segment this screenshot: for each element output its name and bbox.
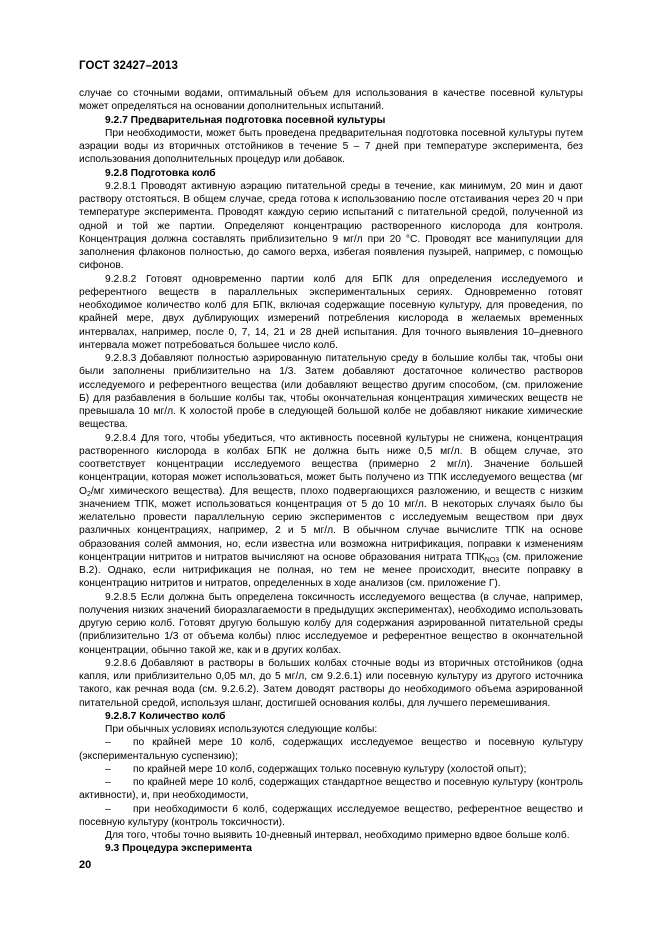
list-item (79, 803, 583, 830)
list-dash: – (105, 803, 111, 815)
list-item (79, 776, 583, 803)
list-item (79, 736, 583, 763)
section-heading (79, 114, 583, 127)
document-header: ГОСТ 32427–2013 (79, 60, 179, 72)
body-paragraph (79, 127, 583, 167)
section-heading (79, 710, 583, 723)
paragraph-text: При необходимости, может быть проведена предварительная подготовка посевной культуры путем аэрации воды из вторичных отстойников в течение 5 – 7 дней при температуре эксперимента, без использования дополнительных процедур или добавок. (79, 127, 583, 166)
body-paragraph (79, 273, 583, 353)
paragraph-text: 9.2.8.1 Проводят активную аэрацию питательной среды в течение, как минимум, 20 мин и дают раствору отстояться. В общем случае, среда готова к использованию после отстаивания через 20 ч при температуре эксперимента. Проводят каждую серию испытаний с питательной средой, полученной из одной и той же партии. Определяют концентрацию растворенного кислорода для контроля. Концентрация должна составлять приблизительно 9 мг/л при 20 °С. Проводят все манипуляции для заполнения флаконов полностью, до самого верха, избегая появления пузырей, например, с помощью сифонов. (79, 180, 583, 272)
list-dash: – (105, 763, 111, 775)
paragraph-text: 9.2.7 Предварительная подготовка посевной культуры (105, 114, 386, 126)
paragraph-text: случае со сточными водами, оптимальный объем для использования в качестве посевной культуры может определяться на основании дополнительных испытаний. (79, 88, 583, 113)
paragraph-text: Для того, чтобы точно выявить 10-дневный интервал, необходимо примерно вдвое больше колб. (105, 830, 570, 841)
section-heading (79, 842, 583, 855)
paragraph-text: 9.2.8.2 Готовят одновременно партии колб для БПК для определения исследуемого и референтного веществ в параллельных экспериментальных сериях. Одновременно готовят необходимое количество колб для БПК, включая содержащие посевную культуру, для проведения, по крайней мере, двух дублирующих измерений потребления кислорода в желаемых временных интервалах, например, после 0, 7, 14, 21 и 28 дней испытания. Для точного выявления 10–дневного интервала может потребоваться большее число колб. (79, 273, 583, 351)
paragraph-text: 9.2.8.3 Добавляют полностью аэрированную питательную среду в большие колбы так, чтобы они были заполнены приблизительно на 1/3. Затем добавляют достаточное количество растворов исследуемого и референтного вещества (или добавляют вещество другим способом, (см. приложение Б) для разбавления в большие колбы так, чтобы окончательная концентрация химических веществ не превышала 10 мг/л. К холостой пробе в следующей большой колбе не добавляют никакие химические вещества. (79, 353, 583, 431)
body-paragraph (79, 657, 583, 710)
paragraph-text: по крайней мере 10 колб, содержащих исследуемое вещество и посевную культуру (экспериментальную суспензию); (79, 737, 583, 762)
body-paragraph (79, 352, 583, 432)
paragraph-text: по крайней мере 10 колб, содержащих стандартное вещество и посевную культуру (контроль активности), и, при необходимости, (79, 777, 583, 802)
text-run: 9.2.8.4 Для того, чтобы убедиться, что активность посевной культуры не снижена, концентрация растворенного кислорода в колбах БПК не должна быть ниже 0,5 мг/л. В общем случае, это соответствует концентрации исследуемого вещества (примерно 2 мг/л). Значение большей концентрации, которая может использоваться, может быть получено из ТПК исследуемого вещества (мг О (79, 432, 583, 497)
paragraph-text: при необходимости 6 колб, содержащих исследуемое вещество, референтное вещество и посевную культуру (контроль токсичности). (79, 803, 583, 828)
paragraph-text: 9.2.8.6 Добавляют в растворы в больших колбах сточные воды из вторичных отстойников (одна капля, или приблизительно 0,05 мл, до 5 мг/л, см 9.2.6.1) или посевную культуру из другого источника такого, как речная вода (см. 9.2.6.2). Затем доводят растворы до необходимого объема аэрированной питательной средой, используя шланг, достигшей основания колбы, для лучшего перемешивания. (79, 657, 583, 709)
list-dash: – (105, 737, 111, 749)
list-dash: – (105, 777, 111, 788)
body-paragraph (79, 180, 583, 273)
paragraph-text: по крайней мере 10 колб, содержащих только посевную культуру (холостой опыт); (133, 763, 527, 775)
subscript: NO3 (484, 556, 500, 564)
text-run: (см. приложение В.2). Однако, если нитрификация не полная, но тем не менее происходит, внесите поправку в концентрацию нитритов и нитратов, определенных в ходе анализов (см. приложение Г). (79, 551, 583, 590)
subscript: 2 (86, 490, 91, 498)
paragraph-text: 9.2.8.7 Количество колб (105, 710, 226, 722)
paragraph-text: 9.2.8 Подготовка колб (105, 167, 216, 179)
body-paragraph (79, 87, 583, 114)
page-number: 20 (79, 859, 92, 871)
paragraph-text: При обычных условиях используются следующие колбы: (105, 724, 378, 735)
body-paragraph (79, 723, 583, 736)
text-run: /мг химического вещества). Для веществ, плохо подвергающихся разложению, и веществ с низким значением ТПК, может использоваться концентрация от 5 до 10 мг/л. В некоторых случаях было бы желательно провести параллельную серию экспериментов с исследуемым веществом при двух различных концентрациях, например, 2 и 5 мг/л. В обычном случае вычислите ТПК на основе образования солей аммония, но, если известна или возможна нитрификация, поправки к изменениям концентрации нитритов и нитратов вычисляют на основе образования нитрата ТПК (79, 485, 583, 563)
body-paragraph (79, 829, 583, 842)
section-heading (79, 167, 583, 180)
document-body (79, 87, 583, 856)
list-item (79, 763, 583, 776)
paragraph-text: 9.3 Процедура эксперимента (105, 843, 252, 855)
body-paragraph (79, 432, 583, 591)
paragraph-text: 9.2.8.5 Если должна быть определена токсичность исследуемого вещества (в случае, например, получения низких значений биоразлагаемости в предыдущих экспериментах), необходимо использовать другую серию колб. Готовят другую большую колбу для содержания аэрированной питательной среды (приблизительно 1/3 от объема колбы) плюс исследуемое и референтное вещество в окончательной концентрации, обычно такой же, как и в других колбах. (79, 591, 583, 656)
body-paragraph (79, 591, 583, 657)
